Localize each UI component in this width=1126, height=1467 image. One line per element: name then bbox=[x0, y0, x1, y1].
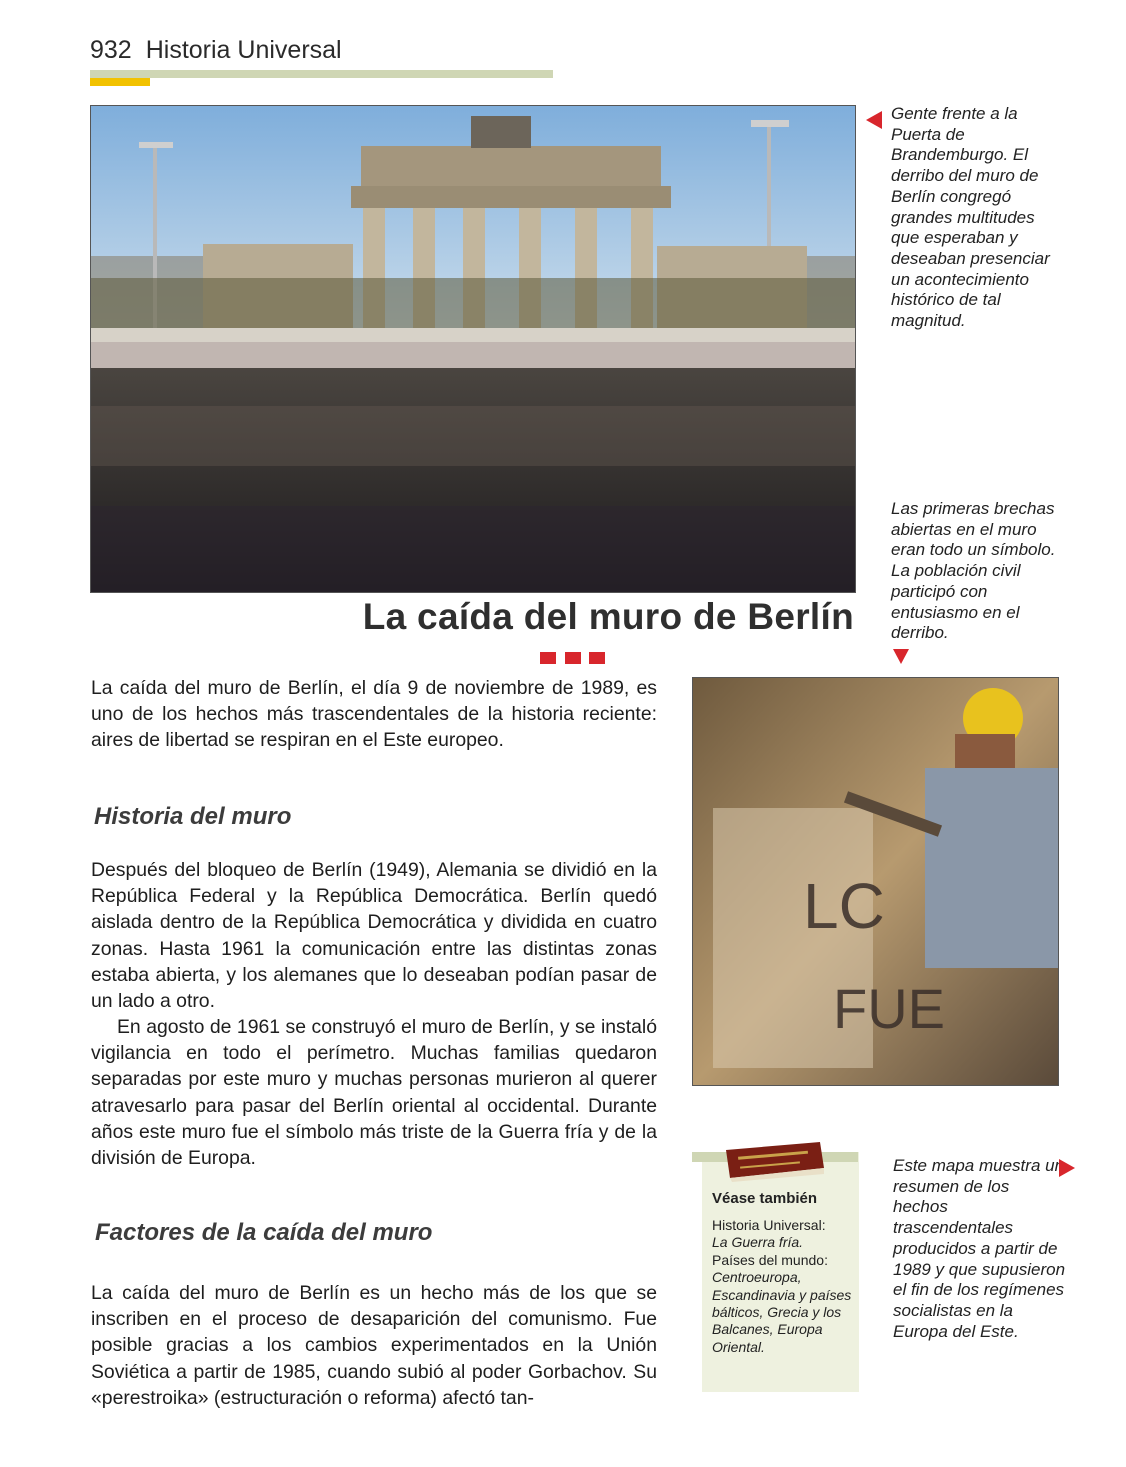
see-also-list bbox=[712, 1217, 854, 1356]
section-heading-factores: Factores de la caída del muro bbox=[95, 1219, 433, 1246]
graffiti-text: FUE bbox=[833, 977, 945, 1040]
caption-wall-breach: Las primeras brechas abiertas en el muro eran todo un símbolo. La población civil participó con entusiasmo en el derribo. bbox=[891, 499, 1056, 643]
worker-breaking-wall-photo bbox=[692, 677, 1059, 1086]
see-also-link[interactable]: Centroeuropa, Escandinavia y países bálticos, Grecia y los Balcanes, Europa Oriental. bbox=[712, 1269, 852, 1355]
caption-pointer-right-icon bbox=[1059, 1159, 1075, 1177]
caption-map: Este mapa muestra un resumen de los hechos trascendentales producidos a partir de 1989 y que supusieron el fin de los regímenes socialistas en la Europa del Este. bbox=[893, 1156, 1066, 1341]
wall-breaking-illustration bbox=[693, 678, 1058, 1085]
section-heading-historia: Historia del muro bbox=[94, 803, 292, 830]
see-also-label: Países del mundo: bbox=[712, 1251, 828, 1268]
graffiti-text: LC bbox=[803, 870, 885, 942]
body-paragraph: La caída del muro de Berlín es un hecho más de los que se inscriben en el proceso de desaparición del comunismo. Fue posible gracias a los cambios experimentados en la Unión Soviética a partir de 1985, cuando subió al poder Gorbachov. Su «perestroika» (estructuración o reforma) afectó tan- bbox=[91, 1282, 657, 1409]
caption-brandenburg-gate: Gente frente a la Puerta de Brandemburgo. El derribo del muro de Berlín congregó grandes multitudes que esperaban y deseaban presenciar un acontecimiento histórico de tal magnitud. bbox=[891, 104, 1050, 331]
body-paragraph: Después del bloqueo de Berlín (1949), Alemania se dividió en la República Federal y la República Democrática. Berlín quedó aislada dentro de la República Democrática y dividida en cuatro zonas. Hasta 1961 la comunicación entre las distintas zonas estaba abierta, y los alemanes que lo deseaban podían pasar de un lado a otro. bbox=[91, 859, 657, 1013]
see-also-link[interactable]: La Guerra fría. bbox=[712, 1234, 804, 1251]
article-title: La caída del muro de Berlín bbox=[362, 596, 854, 637]
header-accent-bar bbox=[90, 78, 150, 86]
brandenburg-gate-illustration bbox=[91, 106, 855, 592]
ornament-square bbox=[540, 652, 556, 664]
ornament-square bbox=[589, 652, 605, 664]
caption-pointer-down-icon bbox=[893, 649, 909, 664]
see-also-title: Véase también bbox=[712, 1190, 818, 1207]
brandenburg-gate-photo bbox=[90, 105, 856, 593]
intro-paragraph: La caída del muro de Berlín, el día 9 de noviembre de 1989, es uno de los hechos más trascendentales de la historia reciente: aires de libertad se respiran en el Este europeo. bbox=[91, 677, 657, 752]
ornament-square bbox=[565, 652, 581, 664]
header-rule bbox=[90, 70, 553, 78]
page-number: 932 bbox=[90, 36, 132, 64]
caption-pointer-left-icon bbox=[866, 111, 882, 129]
book-title: Historia Universal bbox=[145, 36, 342, 64]
book-icon bbox=[720, 1140, 828, 1182]
running-header bbox=[90, 36, 342, 65]
see-also-label: Historia Universal: bbox=[712, 1217, 826, 1233]
body-paragraph: En agosto de 1961 se construyó el muro de Berlín, y se instaló vigilancia en todo el perímetro. Muchas familias quedaron separadas por este muro y muchas personas murieron al querer atravesarlo para pasar del Berlín oriental al occidental. Durante años este muro fue el símbolo más triste de la Guerra fría y de la división de Europa. bbox=[91, 1016, 657, 1170]
